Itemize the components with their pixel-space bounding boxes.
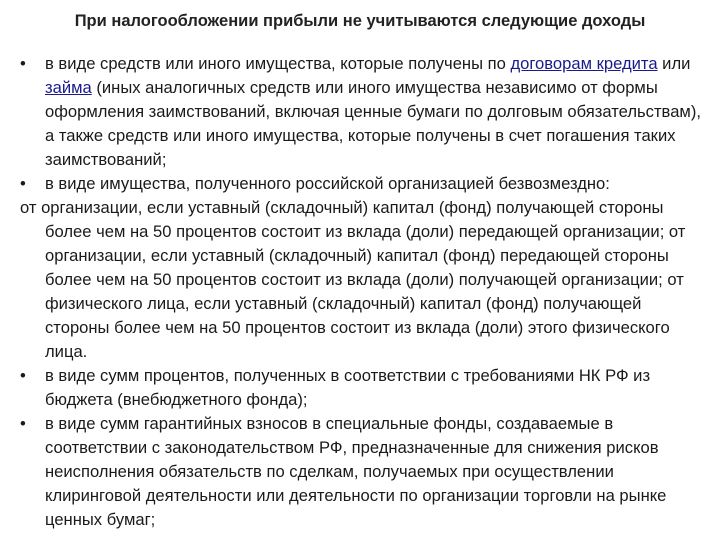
item-text: или: [657, 54, 691, 73]
bullet: •: [20, 366, 26, 385]
list-item-borrowed-funds: [20, 52, 710, 172]
gratuitous-property-conditions: [20, 196, 710, 364]
list-item-budget-interest: [20, 364, 710, 412]
borrowing-link[interactable]: займа: [45, 78, 92, 97]
page-title: При налогообложении прибыли не учитываются следующие доходы: [74, 12, 646, 30]
bullet: •: [20, 174, 26, 193]
loan-agreement-link[interactable]: договорам кредита: [510, 54, 658, 73]
item-text: (иных аналогичных средств или иного имущества независимо от формы оформления заимствований, включая ценные бумаги по долговым обязательствам), а также средств или иного имущества, которые получены в счет погашения таких заимствований;: [45, 78, 701, 169]
list-item-guarantee-contributions: [20, 412, 710, 532]
list-item-gratuitous-property: [20, 172, 710, 196]
item-text: в виде имущества, полученного российской организацией безвозмездно:: [45, 174, 610, 193]
item-text: в виде средств или иного имущества, которые получены по: [45, 54, 511, 73]
document-body: [20, 52, 710, 532]
item-text: в виде сумм процентов, полученных в соответствии с требованиями НК РФ из бюджета (внебюджетного фонда);: [45, 366, 651, 409]
conditions-text: от организации, если уставный (складочный) капитал (фонд) получающей стороны более чем на 50 процентов состоит из вклада (доли) передающей организации; от организации, если уставный (складочный) капитал (фонд) передающей стороны более чем на 50 процентов состоит из вклада (доли) получающей организации; от физического лица, если уставный (складочный) капитал (фонд) получающей стороны более чем на 50 процентов состоит из вклада (доли) этого физического лица.: [20, 198, 686, 361]
item-text: в виде сумм гарантийных взносов в специальные фонды, создаваемые в соответствии с законодательством РФ, предназначенные для снижения рисков неисполнения обязательств по сделкам, получаемых при осуществлении клиринговой деятельности или деятельности по организации торговли на рынке ценных бумаг;: [45, 414, 667, 529]
bullet: •: [20, 414, 26, 433]
bullet: •: [20, 54, 26, 73]
